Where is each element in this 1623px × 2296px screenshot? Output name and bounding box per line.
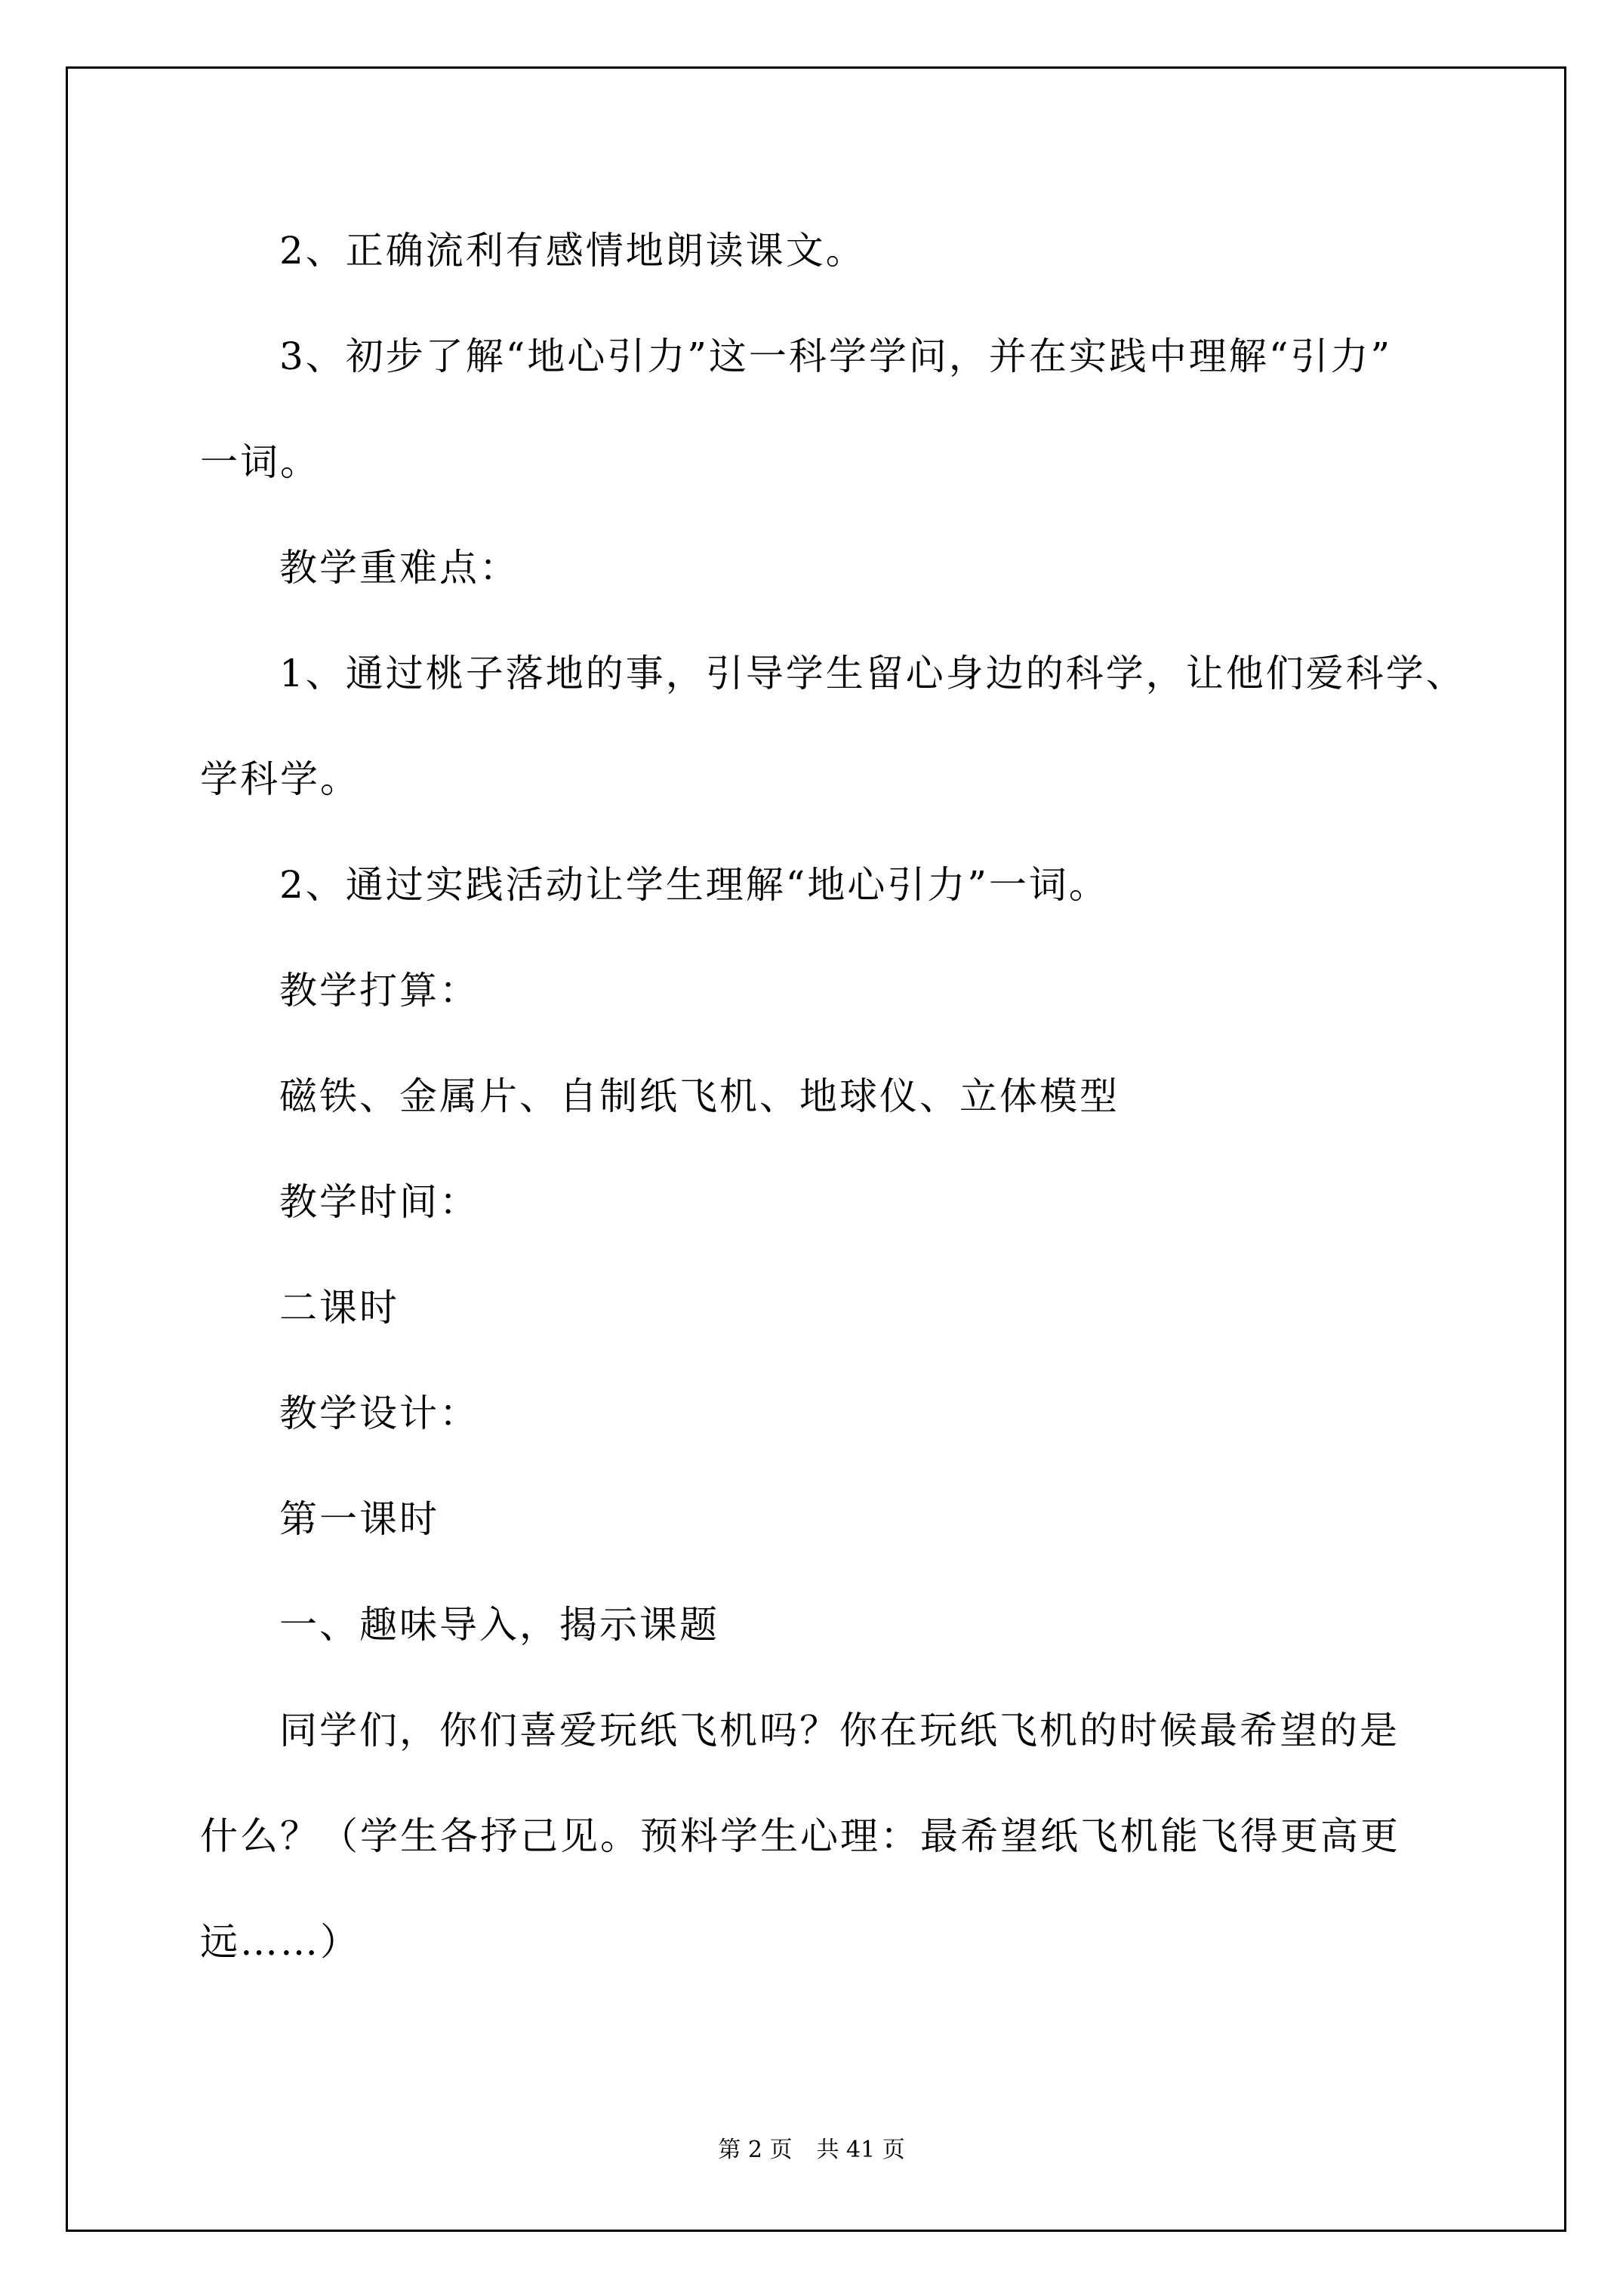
text-line: 同学们，你们喜爱玩纸飞机吗？你在玩纸飞机的时候最希望的是 xyxy=(279,1709,1400,1752)
text-line: 远……） xyxy=(200,1920,360,1964)
text-line: 什么？（学生各抒己见。预料学生心理：最希望纸飞机能飞得更高更 xyxy=(200,1814,1400,1858)
text-line: 教学重难点： xyxy=(279,546,519,590)
text-line: 学科学。 xyxy=(200,757,360,801)
text-line: 2、通过实践活动让学生理解“地心引力”一词。 xyxy=(279,863,1109,907)
text-line: 磁铁、金属片、自制纸飞机、地球仪、立体模型 xyxy=(279,1074,1119,1118)
text-line: 一、趣味导入，揭示课题 xyxy=(279,1603,719,1647)
text-line: 2、正确流利有感情地朗读课文。 xyxy=(279,229,866,273)
page-total: 共 41 页 xyxy=(816,2137,905,2163)
text-line: 1、通过桃子落地的事，引导学生留心身边的科学，让他们爱科学、 xyxy=(279,652,1466,695)
text-line: 第一课时 xyxy=(279,1497,439,1541)
text-line: 一词。 xyxy=(200,440,320,484)
page-footer xyxy=(0,2135,1623,2165)
text-line: 二课时 xyxy=(279,1286,399,1330)
text-line: 教学时间： xyxy=(279,1180,479,1224)
page-border xyxy=(66,66,1566,2232)
text-line: 3、初步了解“地心引力”这一科学学问，并在实践中理解“引力” xyxy=(279,334,1393,378)
text-line: 教学设计： xyxy=(279,1391,479,1435)
page-number: 第 2 页 xyxy=(718,2137,793,2163)
text-line: 教学打算： xyxy=(279,969,479,1012)
